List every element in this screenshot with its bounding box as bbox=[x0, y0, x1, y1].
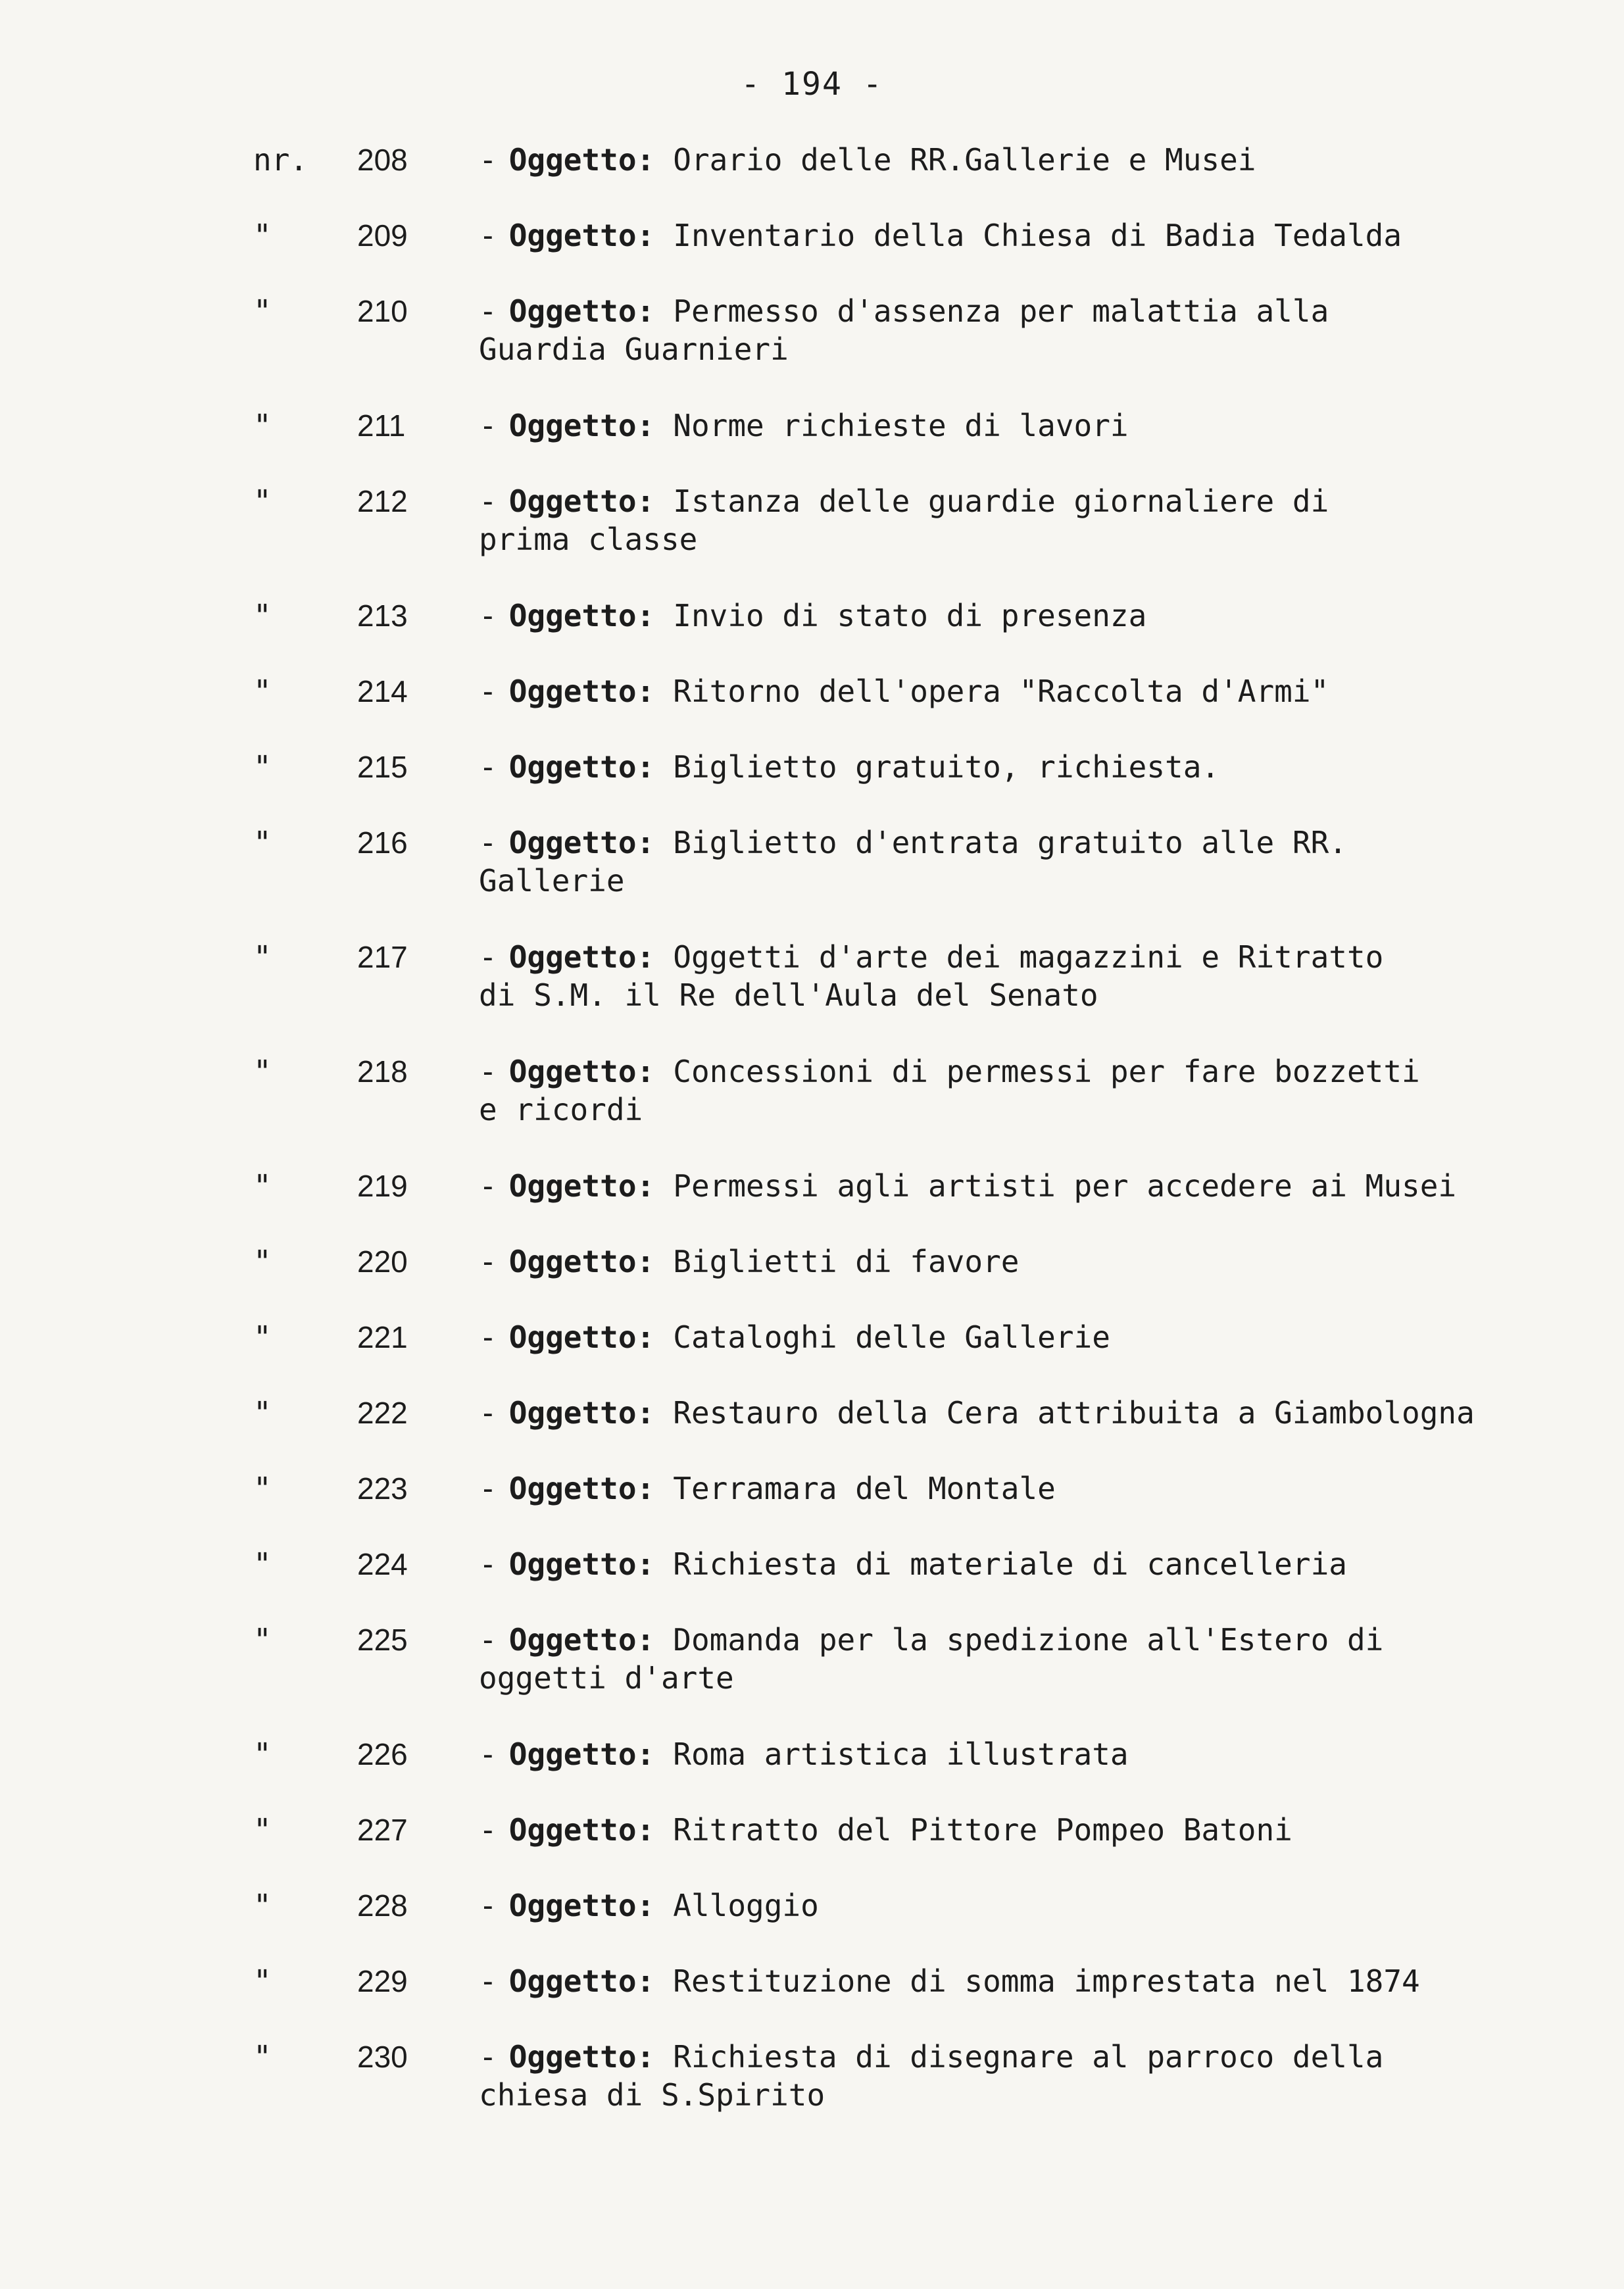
entry-subject: Invio di stato di presenza bbox=[673, 598, 1147, 633]
entry-number: 225 bbox=[357, 1623, 408, 1657]
entry-number: 218 bbox=[357, 1054, 408, 1089]
entry-subject: Alloggio bbox=[673, 1888, 819, 1923]
object-label: Oggetto: bbox=[508, 1471, 655, 1506]
entry-subject-continuation: di S.M. il Re dell'Aula del Senato bbox=[479, 977, 1098, 1013]
entry-subject: Norme richieste di lavori bbox=[673, 408, 1129, 443]
object-label: Oggetto: bbox=[508, 2039, 655, 2075]
object-label: Oggetto: bbox=[508, 598, 655, 633]
entry-body bbox=[479, 597, 1564, 635]
entry-line bbox=[479, 1167, 1564, 1205]
entry-subject-continuation: Gallerie bbox=[479, 863, 625, 898]
entry-row bbox=[0, 406, 1624, 446]
ditto-mark: " bbox=[253, 1812, 272, 1848]
entry-dash: - bbox=[479, 939, 497, 975]
entry-subject: Ritorno dell'opera "Raccolta d'Armi" bbox=[673, 674, 1329, 709]
entry-body bbox=[479, 824, 1564, 900]
entry-number: 229 bbox=[357, 1964, 408, 1998]
entry-number: 209 bbox=[357, 218, 408, 253]
object-label: Oggetto: bbox=[508, 218, 655, 253]
entry-subject: Restituzione di somma imprestata nel 1874 bbox=[673, 1963, 1420, 1999]
ditto-mark: " bbox=[253, 598, 272, 633]
entry-line bbox=[479, 1318, 1564, 1356]
entry-body bbox=[479, 1545, 1564, 1583]
entry-row bbox=[0, 1621, 1624, 1697]
ditto-mark: " bbox=[253, 674, 272, 709]
entry-line bbox=[479, 597, 1564, 635]
entry-row bbox=[0, 1545, 1624, 1585]
entry-dash: - bbox=[479, 2039, 497, 2075]
entry-line bbox=[479, 824, 1564, 862]
entry-line bbox=[479, 292, 1564, 330]
object-label: Oggetto: bbox=[508, 674, 655, 709]
entry-line bbox=[479, 1886, 1564, 1925]
entry-row bbox=[0, 748, 1624, 787]
entry-body bbox=[479, 482, 1564, 558]
object-label: Oggetto: bbox=[508, 408, 655, 443]
entry-number: 216 bbox=[357, 825, 408, 860]
entry-line bbox=[479, 2038, 1564, 2076]
entry-subject: Biglietto gratuito, richiesta. bbox=[673, 749, 1220, 785]
entry-subject-continuation: oggetti d'arte bbox=[479, 1660, 734, 1696]
object-label: Oggetto: bbox=[508, 1888, 655, 1923]
entry-line bbox=[479, 1052, 1564, 1091]
entry-line bbox=[479, 406, 1564, 445]
entry-body bbox=[479, 1735, 1564, 1773]
entry-body bbox=[479, 292, 1564, 368]
entry-dash: - bbox=[479, 1963, 497, 1999]
entry-subject: Ritratto del Pittore Pompeo Batoni bbox=[673, 1812, 1292, 1848]
entry-number: 223 bbox=[357, 1471, 408, 1506]
entry-subject: Permesso d'assenza per malattia alla bbox=[673, 293, 1329, 329]
entry-row bbox=[0, 1469, 1624, 1509]
entry-row bbox=[0, 1735, 1624, 1775]
entry-body bbox=[479, 938, 1564, 1014]
entry-dash: - bbox=[479, 1812, 497, 1848]
entry-line bbox=[479, 1394, 1564, 1432]
entry-row bbox=[0, 1394, 1624, 1433]
entry-row bbox=[0, 1962, 1624, 2002]
entry-subject: Roma artistica illustrata bbox=[673, 1736, 1129, 1772]
object-label: Oggetto: bbox=[508, 1812, 655, 1848]
entry-dash: - bbox=[479, 142, 497, 178]
entry-dash: - bbox=[479, 293, 497, 329]
entry-number: 215 bbox=[357, 750, 408, 784]
entry-number: 219 bbox=[357, 1169, 408, 1203]
entry-number: 227 bbox=[357, 1813, 408, 1847]
entry-row bbox=[0, 597, 1624, 636]
entry-number: 214 bbox=[357, 674, 408, 708]
entry-subject-continuation: prima classe bbox=[479, 522, 698, 557]
entry-number: 217 bbox=[357, 940, 408, 974]
entry-number: 224 bbox=[357, 1547, 408, 1581]
ditto-mark: " bbox=[253, 1622, 272, 1658]
ditto-mark: " bbox=[253, 218, 272, 253]
entry-dash: - bbox=[479, 598, 497, 633]
entry-body bbox=[479, 1318, 1564, 1356]
entry-body bbox=[479, 1469, 1564, 1508]
entry-row bbox=[0, 1886, 1624, 1926]
object-label: Oggetto: bbox=[508, 749, 655, 785]
object-label: Oggetto: bbox=[508, 293, 655, 329]
entry-row bbox=[0, 1243, 1624, 1282]
entry-row bbox=[0, 216, 1624, 256]
entry-number: 230 bbox=[357, 2040, 408, 2074]
entry-dash: - bbox=[479, 674, 497, 709]
entry-number: 228 bbox=[357, 1888, 408, 1923]
entry-body bbox=[479, 141, 1564, 179]
entry-subject: Oggetti d'arte dei magazzini e Ritratto bbox=[673, 939, 1384, 975]
object-label: Oggetto: bbox=[508, 1736, 655, 1772]
entry-body bbox=[479, 2038, 1564, 2114]
object-label: Oggetto: bbox=[508, 825, 655, 860]
entry-dash: - bbox=[479, 1395, 497, 1431]
entry-dash: - bbox=[479, 1888, 497, 1923]
entry-dash: - bbox=[479, 1168, 497, 1204]
entry-subject-continuation: e ricordi bbox=[479, 1092, 643, 1127]
entry-line bbox=[479, 1469, 1564, 1508]
ditto-mark: " bbox=[253, 939, 272, 975]
entry-line bbox=[479, 1735, 1564, 1773]
entry-line bbox=[479, 482, 1564, 520]
entry-body bbox=[479, 748, 1564, 786]
entry-body bbox=[479, 1243, 1564, 1281]
entry-line bbox=[479, 1243, 1564, 1281]
entry-dash: - bbox=[479, 1546, 497, 1582]
entry-subject: Inventario della Chiesa di Badia Tedalda bbox=[673, 218, 1402, 253]
entry-body bbox=[479, 1886, 1564, 1925]
ditto-mark: " bbox=[253, 1888, 272, 1923]
entry-number: 208 bbox=[357, 143, 408, 177]
entry-row bbox=[0, 141, 1624, 180]
entry-subject: Domanda per la spedizione all'Estero di bbox=[673, 1622, 1384, 1658]
object-label: Oggetto: bbox=[508, 142, 655, 178]
entry-row bbox=[0, 1167, 1624, 1206]
ditto-mark: " bbox=[253, 2039, 272, 2075]
entry-dash: - bbox=[479, 1736, 497, 1772]
ditto-mark: " bbox=[253, 1471, 272, 1506]
entry-dash: - bbox=[479, 825, 497, 860]
entry-subject-continuation: Guardia Guarnieri bbox=[479, 332, 789, 367]
entry-row bbox=[0, 1318, 1624, 1358]
entry-number: 222 bbox=[357, 1396, 408, 1430]
ditto-mark: " bbox=[253, 1168, 272, 1204]
entry-line bbox=[479, 216, 1564, 255]
entry-line bbox=[479, 748, 1564, 786]
entry-number: 213 bbox=[357, 599, 408, 633]
entry-line bbox=[479, 672, 1564, 710]
entry-number: 226 bbox=[357, 1737, 408, 1771]
entry-prefix-nr: nr. bbox=[253, 142, 308, 178]
entry-subject: Restauro della Cera attribuita a Giambologna bbox=[673, 1395, 1475, 1431]
entry-line bbox=[479, 1621, 1564, 1659]
entry-body bbox=[479, 1394, 1564, 1432]
object-label: Oggetto: bbox=[508, 1395, 655, 1431]
entry-subject-continuation: chiesa di S.Spirito bbox=[479, 2077, 825, 2113]
entry-dash: - bbox=[479, 1622, 497, 1658]
entry-body bbox=[479, 1621, 1564, 1697]
entry-number: 221 bbox=[357, 1320, 408, 1354]
entry-row bbox=[0, 672, 1624, 712]
entry-subject: Concessioni di permessi per fare bozzetti bbox=[673, 1054, 1420, 1089]
ditto-mark: " bbox=[253, 1546, 272, 1582]
entry-line bbox=[479, 141, 1564, 179]
entry-body bbox=[479, 1052, 1564, 1129]
entry-row bbox=[0, 1052, 1624, 1129]
entry-subject: Richiesta di disegnare al parroco della bbox=[673, 2039, 1384, 2075]
entry-subject: Richiesta di materiale di cancelleria bbox=[673, 1546, 1347, 1582]
ditto-mark: " bbox=[253, 483, 272, 519]
page-number: - 194 - bbox=[741, 66, 883, 103]
entry-number: 211 bbox=[357, 408, 406, 443]
entry-number: 210 bbox=[357, 294, 408, 328]
entry-line bbox=[479, 1962, 1564, 2000]
entry-dash: - bbox=[479, 408, 497, 443]
entry-line bbox=[479, 938, 1564, 976]
entry-body bbox=[479, 1962, 1564, 2000]
entry-number: 220 bbox=[357, 1244, 408, 1279]
entry-subject: Orario delle RR.Gallerie e Musei bbox=[673, 142, 1256, 178]
entry-row bbox=[0, 824, 1624, 900]
object-label: Oggetto: bbox=[508, 1319, 655, 1355]
entry-row bbox=[0, 2038, 1624, 2114]
entry-subject: Cataloghi delle Gallerie bbox=[673, 1319, 1110, 1355]
entry-number: 212 bbox=[357, 484, 408, 518]
entry-subject: Istanza delle guardie giornaliere di bbox=[673, 483, 1329, 519]
entry-subject: Terramara del Montale bbox=[673, 1471, 1056, 1506]
object-label: Oggetto: bbox=[508, 1546, 655, 1582]
entry-dash: - bbox=[479, 483, 497, 519]
ditto-mark: " bbox=[253, 1244, 272, 1279]
object-label: Oggetto: bbox=[508, 1244, 655, 1279]
ditto-mark: " bbox=[253, 1054, 272, 1089]
ditto-mark: " bbox=[253, 1736, 272, 1772]
ditto-mark: " bbox=[253, 1319, 272, 1355]
object-label: Oggetto: bbox=[508, 1054, 655, 1089]
entry-dash: - bbox=[479, 1471, 497, 1506]
entry-subject: Permessi agli artisti per accedere ai Musei bbox=[673, 1168, 1457, 1204]
object-label: Oggetto: bbox=[508, 939, 655, 975]
ditto-mark: " bbox=[253, 1963, 272, 1999]
entry-body bbox=[479, 672, 1564, 710]
ditto-mark: " bbox=[253, 1395, 272, 1431]
entry-list bbox=[0, 141, 1624, 2152]
entry-row bbox=[0, 1811, 1624, 1850]
object-label: Oggetto: bbox=[508, 1168, 655, 1204]
entry-body bbox=[479, 1811, 1564, 1849]
entry-subject: Biglietti di favore bbox=[673, 1244, 1020, 1279]
entry-body bbox=[479, 216, 1564, 255]
ditto-mark: " bbox=[253, 825, 272, 860]
entry-body bbox=[479, 406, 1564, 445]
object-label: Oggetto: bbox=[508, 483, 655, 519]
entry-dash: - bbox=[479, 1244, 497, 1279]
object-label: Oggetto: bbox=[508, 1622, 655, 1658]
entry-row bbox=[0, 292, 1624, 368]
entry-row bbox=[0, 938, 1624, 1014]
entry-line bbox=[479, 1811, 1564, 1849]
object-label: Oggetto: bbox=[508, 1963, 655, 1999]
entry-subject: Biglietto d'entrata gratuito alle RR. bbox=[673, 825, 1347, 860]
entry-line bbox=[479, 1545, 1564, 1583]
entry-dash: - bbox=[479, 218, 497, 253]
entry-row bbox=[0, 482, 1624, 558]
ditto-mark: " bbox=[253, 408, 272, 443]
ditto-mark: " bbox=[253, 293, 272, 329]
entry-dash: - bbox=[479, 1319, 497, 1355]
entry-dash: - bbox=[479, 749, 497, 785]
entry-dash: - bbox=[479, 1054, 497, 1089]
entry-body bbox=[479, 1167, 1564, 1205]
ditto-mark: " bbox=[253, 749, 272, 785]
